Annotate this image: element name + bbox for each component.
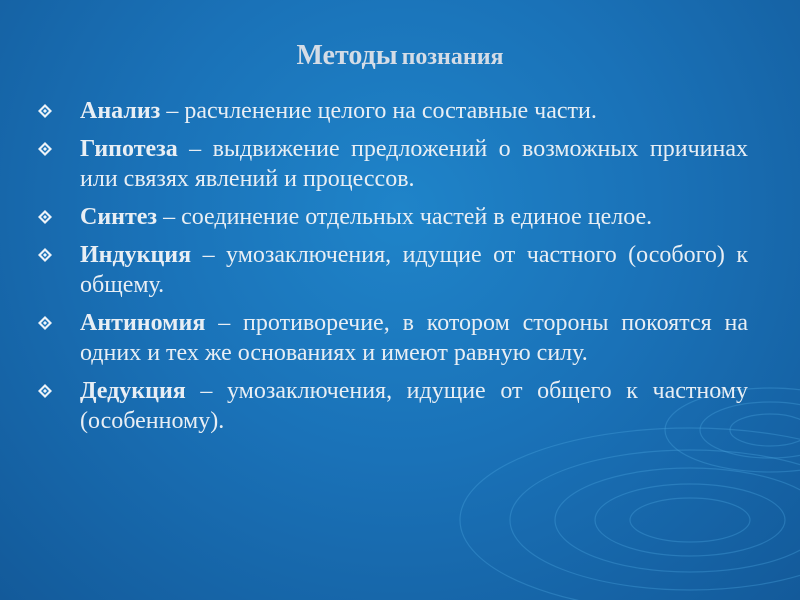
diamond-bullet-icon <box>38 248 52 262</box>
term: Антиномия <box>80 310 206 336</box>
diamond-bullet-icon <box>38 316 52 330</box>
diamond-bullet-icon <box>38 210 52 224</box>
bullet-list <box>38 96 748 444</box>
diamond-bullet-icon <box>38 384 52 398</box>
term: Гипотеза <box>80 136 178 162</box>
list-item <box>38 240 748 300</box>
term: Индукция <box>80 242 192 268</box>
definition: – противоречие, в котором стороны покоятся на одних и тех же основаниях и имеют равную силу. <box>80 310 749 366</box>
list-item <box>38 308 748 368</box>
diamond-bullet-icon <box>38 104 52 118</box>
diamond-bullet-icon <box>38 142 52 156</box>
title-rest: познания <box>401 44 504 70</box>
list-item <box>38 376 748 436</box>
definition: – выдвижение предложений о возможных причинах или связях явлений и процессов. <box>80 136 748 192</box>
list-item <box>38 134 748 194</box>
title-main: Методы <box>296 40 398 71</box>
list-item <box>38 202 748 232</box>
definition: – соединение отдельных частей в единое целое. <box>163 204 653 230</box>
definition: – умозаключения, идущие от общего к частному (особенному). <box>80 378 748 434</box>
slide-title <box>0 40 800 72</box>
definition: – умозаключения, идущие от частного (особого) к общему. <box>80 242 748 298</box>
term: Синтез <box>80 204 158 230</box>
list-item <box>38 96 748 126</box>
term: Дедукция <box>80 378 186 404</box>
definition: – расчленение целого на составные части. <box>166 98 597 124</box>
term: Анализ <box>80 98 161 124</box>
